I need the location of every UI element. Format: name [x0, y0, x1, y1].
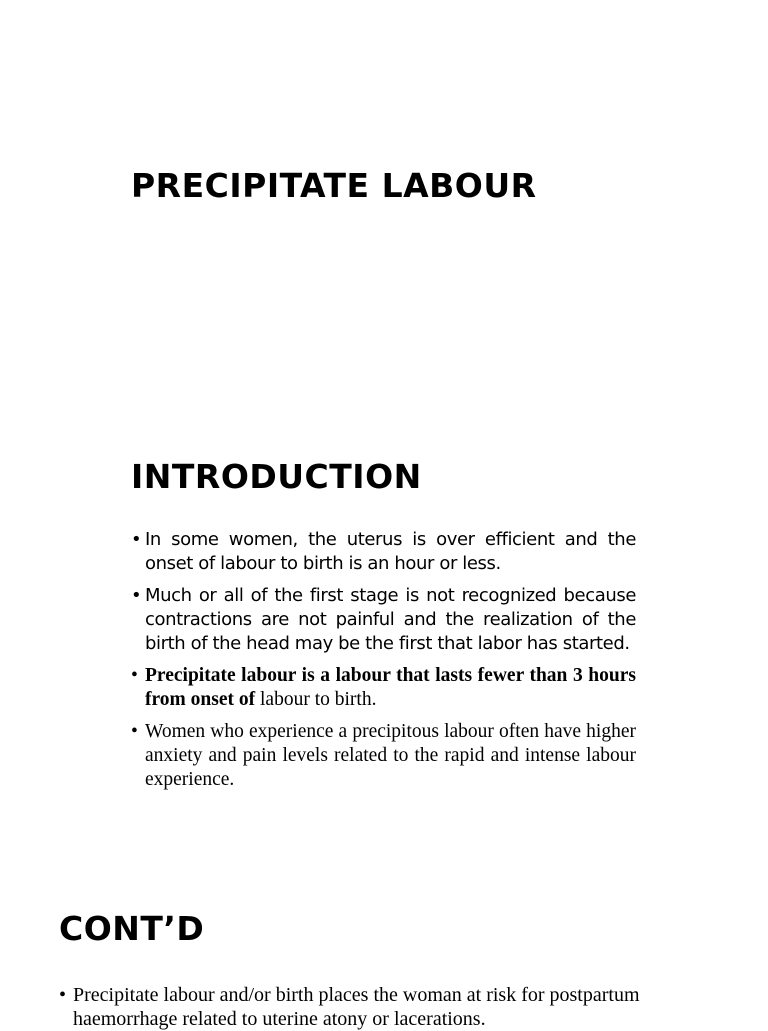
bullet-text: Much or all of the first stage is not recognized because contractions are not painful and the realization of the birth of the head may be the first that labor has started.	[145, 585, 636, 654]
bullet-item	[131, 720, 636, 792]
bullet-text: In some women, the uterus is over efficient and the onset of labour to birth is an hour or less.	[145, 529, 636, 574]
bullet-icon: •	[131, 721, 138, 742]
bullet-icon: •	[59, 984, 67, 1006]
section-heading-introduction: INTRODUCTION	[131, 457, 422, 496]
bullet-item	[131, 528, 636, 576]
bullet-bold-text: Precipitate labour is a labour that lasts fewer than 3 hours from onset of	[145, 665, 636, 710]
bullet-text: labour to birth.	[255, 689, 377, 710]
introduction-bullet-list	[131, 528, 636, 800]
bullet-icon: •	[131, 665, 138, 686]
bullet-icon: •	[131, 585, 142, 606]
bullet-item	[131, 584, 636, 656]
bullet-text: Precipitate labour and/or birth places the woman at risk for postpartum haemorrhage related to uterine atony or lacerations.	[73, 984, 640, 1030]
section-heading-contd: CONT’D	[59, 909, 205, 948]
bullet-item	[131, 664, 636, 712]
bullet-icon: •	[131, 529, 142, 550]
bullet-text: Women who experience a precipitous labour often have higher anxiety and pain levels related to the rapid and intense labour experience.	[145, 721, 636, 790]
slide-title: PRECIPITATE LABOUR	[131, 166, 537, 205]
